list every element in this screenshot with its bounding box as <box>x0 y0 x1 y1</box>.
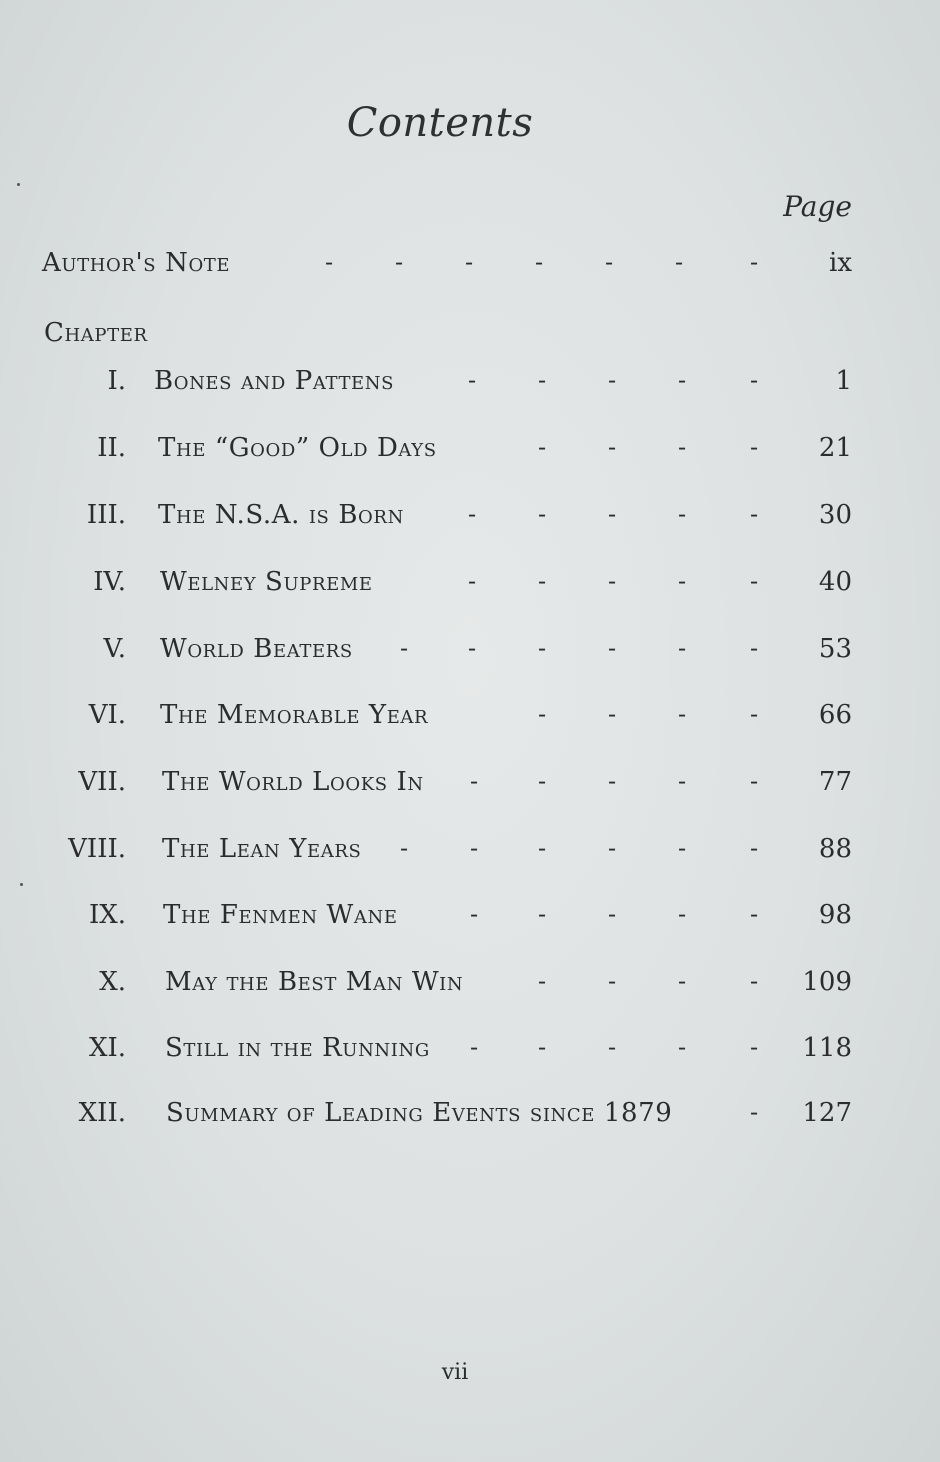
leader-dot: - <box>678 567 687 595</box>
leader-dot: - <box>468 567 477 595</box>
leader-dot: - <box>538 767 547 795</box>
leader-dot: - <box>750 248 759 276</box>
leader-dot: - <box>678 900 687 928</box>
chapter-page: 77 <box>818 767 852 797</box>
chapter-number: III. <box>86 500 126 530</box>
leader-dot: - <box>608 967 617 995</box>
chapter-title: World Beaters <box>160 634 353 664</box>
chapter-number: V. <box>103 634 126 664</box>
leader-dot: - <box>608 700 617 728</box>
chapter-title: Bones and Pattens <box>154 366 395 396</box>
chapter-title: The Lean Years <box>162 834 362 864</box>
leader-dot: - <box>678 767 687 795</box>
leader-dot: - <box>608 900 617 928</box>
leader-dot: - <box>750 700 759 728</box>
leader-dot: - <box>470 900 479 928</box>
leader-dot: - <box>678 634 687 662</box>
chapter-number: IX. <box>88 900 126 930</box>
chapter-number: VII. <box>78 767 126 797</box>
chapter-title: The Fenmen Wane <box>163 900 398 930</box>
toc-entry <box>0 900 940 940</box>
chapter-page: 40 <box>818 567 852 597</box>
leader-dot: - <box>678 433 687 461</box>
leader-dot: - <box>605 248 614 276</box>
leader-dot: - <box>538 433 547 461</box>
leader-dot: - <box>538 567 547 595</box>
leader-dot: - <box>470 767 479 795</box>
leader-dot: - <box>750 500 759 528</box>
leader-dot: - <box>678 834 687 862</box>
chapter-page: 109 <box>802 967 852 997</box>
leader-dot: - <box>608 834 617 862</box>
leader-dot: - <box>325 248 334 276</box>
leader-dot: - <box>750 900 759 928</box>
leader-dot: - <box>538 634 547 662</box>
leader-dot: - <box>538 834 547 862</box>
toc-entry <box>0 700 940 740</box>
toc-entry <box>0 1033 940 1073</box>
leader-dot: - <box>750 967 759 995</box>
leader-dot: - <box>750 834 759 862</box>
leader-dot: - <box>750 567 759 595</box>
toc-entry <box>0 500 940 540</box>
chapter-number: VI. <box>88 700 126 730</box>
paper-speck <box>17 183 20 186</box>
leader-dot: - <box>750 366 759 394</box>
chapter-page: 30 <box>818 500 852 530</box>
leader-dot: - <box>608 634 617 662</box>
page-number: vii <box>441 1360 469 1385</box>
chapter-number: X. <box>99 967 126 997</box>
toc-entry <box>0 433 940 473</box>
leader-dot: - <box>750 433 759 461</box>
chapter-page: 66 <box>818 700 852 730</box>
authors-note-label: Author's Note <box>42 248 231 278</box>
chapter-number: VIII. <box>68 834 126 864</box>
leader-dot: - <box>608 767 617 795</box>
toc-entry <box>0 767 940 807</box>
leader-dot: - <box>538 1033 547 1061</box>
leader-dot: - <box>538 366 547 394</box>
toc-entry-authors-note <box>0 248 940 288</box>
toc-entry <box>0 967 940 1007</box>
toc-entry <box>0 834 940 874</box>
toc-entry <box>0 1098 940 1138</box>
chapter-page: 98 <box>818 900 852 930</box>
authors-note-page: ix <box>829 248 852 278</box>
leader-dot: - <box>750 1098 759 1126</box>
chapter-page: 118 <box>802 1033 852 1063</box>
leader-dot: - <box>678 500 687 528</box>
chapter-page: 127 <box>802 1098 852 1128</box>
leader-dot: - <box>678 700 687 728</box>
paper-speck <box>20 883 23 886</box>
leader-dot: - <box>465 248 474 276</box>
chapter-number: I. <box>107 366 126 396</box>
leader-dot: - <box>750 1033 759 1061</box>
chapter-title: The World Looks In <box>162 767 424 797</box>
leader-dot: - <box>468 500 477 528</box>
chapter-page: 88 <box>818 834 852 864</box>
leader-dot: - <box>468 366 477 394</box>
chapter-page: 21 <box>818 433 852 463</box>
toc-entry <box>0 634 940 674</box>
chapter-title: Summary of Leading Events since 1879 <box>166 1098 673 1128</box>
leader-dot: - <box>538 967 547 995</box>
chapter-title: Welney Supreme <box>160 567 373 597</box>
leader-dot: - <box>470 1033 479 1061</box>
leader-dot: - <box>678 1033 687 1061</box>
leader-dot: - <box>750 634 759 662</box>
leader-dot: - <box>608 1033 617 1061</box>
page-title: Contents <box>346 100 534 146</box>
leader-dot: - <box>750 767 759 795</box>
leader-dot: - <box>608 567 617 595</box>
leader-dot: - <box>535 248 544 276</box>
leader-dot: - <box>675 248 684 276</box>
chapter-number: XII. <box>78 1098 126 1128</box>
leader-dot: - <box>468 634 477 662</box>
chapter-page: 1 <box>835 366 852 396</box>
chapter-number: IV. <box>93 567 126 597</box>
leader-dot: - <box>678 366 687 394</box>
chapter-title: The N.S.A. is Born <box>158 500 404 530</box>
chapter-page: 53 <box>818 634 852 664</box>
leader-dot: - <box>678 967 687 995</box>
chapter-title: The “Good” Old Days <box>158 433 437 463</box>
leader-dot: - <box>538 700 547 728</box>
chapter-title: Still in the Running <box>165 1033 430 1063</box>
leader-dot: - <box>538 500 547 528</box>
chapter-number: XI. <box>88 1033 126 1063</box>
leader-dot: - <box>400 634 409 662</box>
chapter-heading: Chapter <box>44 318 148 348</box>
chapter-number: II. <box>97 433 126 463</box>
toc-entry <box>0 366 940 406</box>
leader-dot: - <box>538 900 547 928</box>
leader-dot: - <box>608 366 617 394</box>
leader-dot: - <box>608 433 617 461</box>
page-column-heading: Page <box>783 190 852 223</box>
leader-dot: - <box>395 248 404 276</box>
chapter-title: The Memorable Year <box>160 700 429 730</box>
chapter-title: May the Best Man Win <box>165 967 464 997</box>
leader-dot: - <box>400 834 409 862</box>
toc-entry <box>0 567 940 607</box>
leader-dot: - <box>608 500 617 528</box>
leader-dot: - <box>470 834 479 862</box>
